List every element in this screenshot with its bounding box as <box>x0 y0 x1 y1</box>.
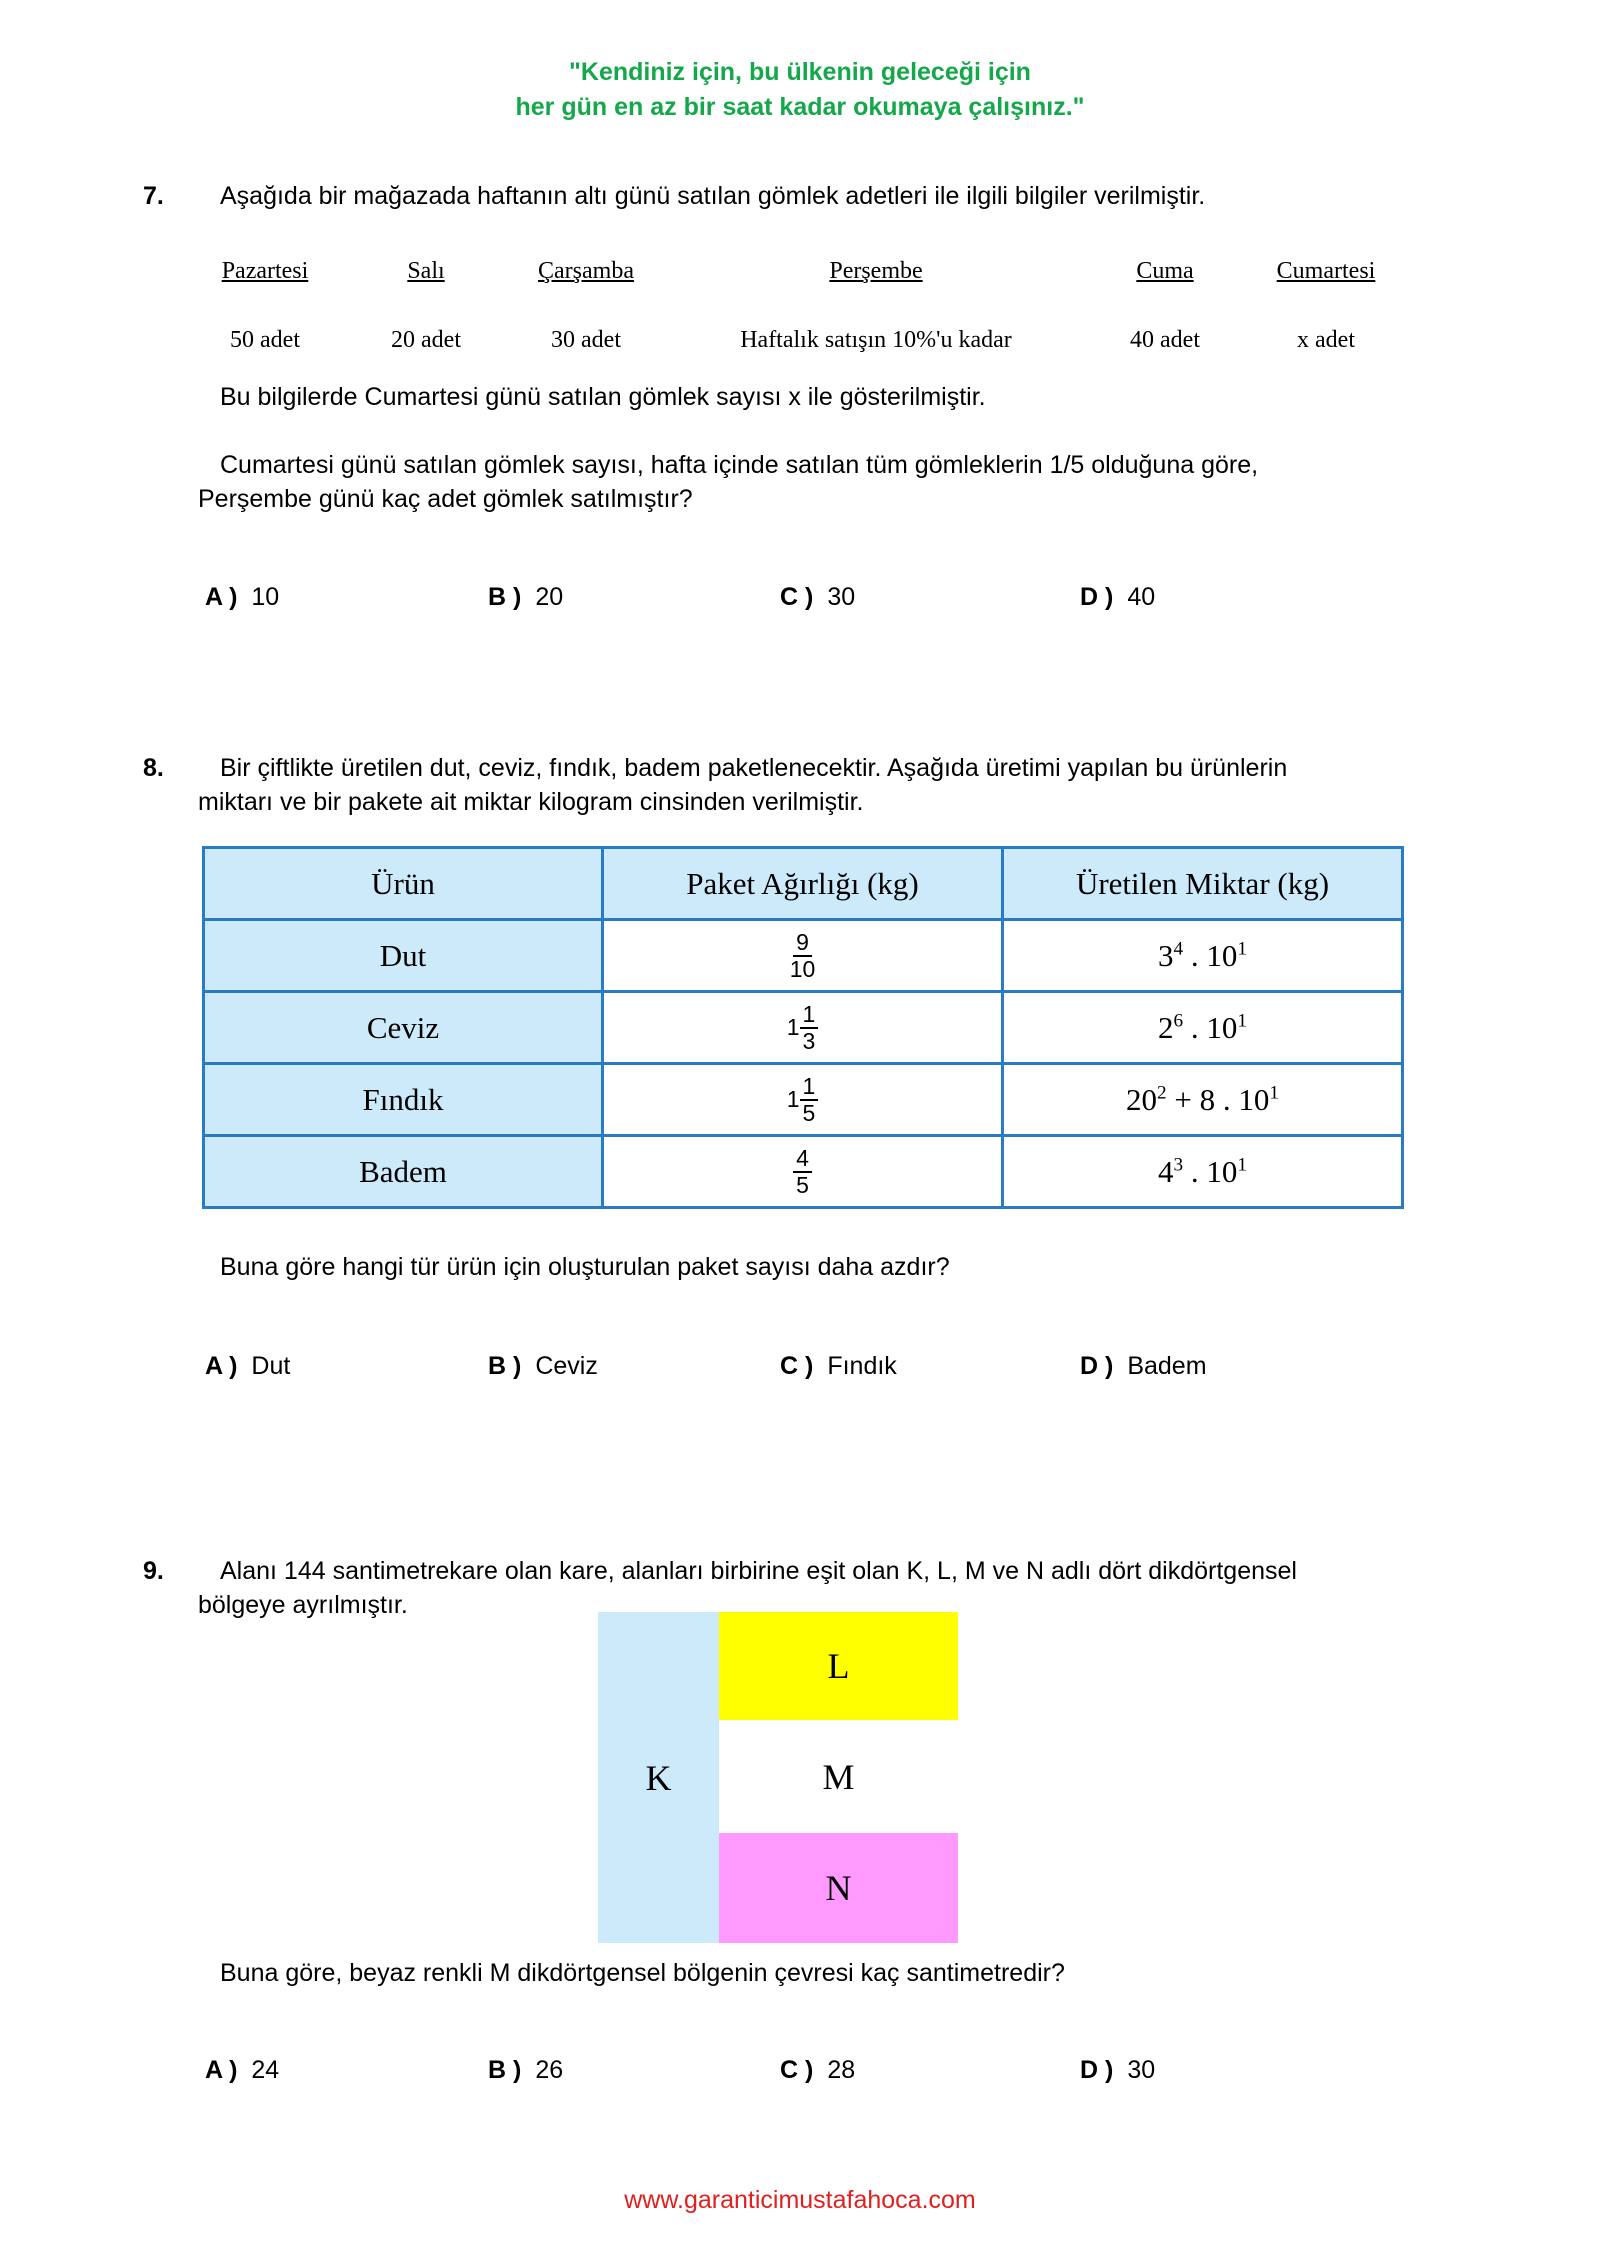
package-weight <box>603 992 1003 1064</box>
q7-amount: 40 adet <box>1130 327 1200 353</box>
option-letter: B ) <box>488 583 522 611</box>
q9-option-b[interactable] <box>488 2056 563 2085</box>
fraction <box>793 1146 812 1198</box>
question-7-number: 7. <box>143 182 164 210</box>
fraction-denominator: 10 <box>789 955 816 982</box>
produced-amount <box>1003 1064 1403 1136</box>
question-9-text-line1: Alanı 144 santimetrekare olan kare, alanları birbirine eşit olan K, L, M ve N adlı dört dikdörtgensel <box>220 1557 1297 1585</box>
option-value: Badem <box>1127 1352 1207 1380</box>
produced-amount <box>1003 920 1403 992</box>
q7-day: Çarşamba <box>538 258 634 284</box>
q7-question-line2: Perşembe günü kaç adet gömlek satılmıştır? <box>198 485 693 513</box>
header-quote-line1: "Kendiniz için, bu ülkenin geleceği için <box>569 58 1031 86</box>
fraction-denominator: 5 <box>796 1171 809 1198</box>
option-value: 30 <box>1127 2056 1156 2084</box>
q7-day: Perşembe <box>829 258 923 284</box>
fraction-numerator: 1 <box>800 1074 819 1101</box>
amount-base: 2 <box>1158 1009 1174 1045</box>
question-8-text-line2: miktarı ve bir pakete ait miktar kilogram cinsinden verilmiştir. <box>198 788 864 816</box>
option-letter: C ) <box>780 1352 814 1380</box>
option-value: 40 <box>1127 583 1156 611</box>
q9-option-c[interactable] <box>780 2056 855 2085</box>
option-value: Dut <box>251 1352 291 1380</box>
q7-note: Bu bilgilerde Cumartesi günü satılan gömlek sayısı x ile gösterilmiştir. <box>220 383 986 411</box>
amount-exponent: 1 <box>1237 1009 1247 1031</box>
footer-url[interactable]: www.garanticimustafahoca.com <box>624 2186 976 2214</box>
option-letter: A ) <box>205 583 238 611</box>
option-letter: C ) <box>780 583 814 611</box>
q7-amount: 30 adet <box>551 327 621 353</box>
q7-option-c[interactable] <box>780 583 855 612</box>
fraction-denominator: 5 <box>802 1099 816 1126</box>
amount-exponent: 3 <box>1173 1153 1184 1175</box>
amount-base: 3 <box>1158 937 1174 973</box>
q7-day: Pazartesi <box>221 258 309 284</box>
table-header-cell: Üretilen Miktar (kg) <box>1003 848 1403 920</box>
fraction <box>800 1002 819 1054</box>
q7-amount: 20 adet <box>391 327 461 353</box>
table-row <box>204 1064 1403 1136</box>
amount-middle: + 8 . 10 <box>1166 1081 1270 1117</box>
mixed-whole: 1 <box>786 1014 800 1040</box>
question-8-number: 8. <box>143 754 164 782</box>
amount-base: 4 <box>1158 1153 1174 1189</box>
option-value: 20 <box>535 583 564 611</box>
q8-option-a[interactable] <box>205 1352 290 1381</box>
table-header-cell: Ürün <box>204 848 603 920</box>
region-n: N <box>719 1833 958 1943</box>
amount-base: 20 <box>1126 1081 1158 1117</box>
q7-question-line1: Cumartesi günü satılan gömlek sayısı, hafta içinde satılan tüm gömleklerin 1/5 olduğuna göre, <box>220 451 1259 479</box>
table-row <box>204 1136 1403 1208</box>
q7-amount: 50 adet <box>230 327 300 353</box>
q7-day: Cumartesi <box>1276 258 1376 284</box>
table-header-row <box>204 848 1403 920</box>
region-m: M <box>719 1720 958 1833</box>
mixed-number <box>787 1002 819 1054</box>
option-letter: D ) <box>1080 1352 1114 1380</box>
fraction <box>800 1074 819 1126</box>
fraction-numerator: 4 <box>793 1146 812 1173</box>
product-name: Fındık <box>204 1064 603 1136</box>
option-value: 10 <box>251 583 280 611</box>
question-7-text: Aşağıda bir mağazada haftanın altı günü satılan gömlek adetleri ile ilgili bilgiler verilmiştir. <box>220 182 1206 210</box>
fraction <box>790 930 816 982</box>
header-quote-line2: her gün en az bir saat kadar okumaya çalışınız." <box>515 93 1085 121</box>
table-row <box>204 992 1403 1064</box>
amount-exponent: 6 <box>1173 1009 1184 1031</box>
product-name: Badem <box>204 1136 603 1208</box>
option-value: Ceviz <box>535 1352 598 1380</box>
fraction-denominator: 3 <box>802 1027 816 1054</box>
q9-option-a[interactable] <box>205 2056 279 2085</box>
option-value: 26 <box>535 2056 564 2084</box>
option-value: Fındık <box>827 1352 897 1380</box>
amount-exponent: 1 <box>1237 937 1247 959</box>
amount-exponent: 4 <box>1173 937 1184 959</box>
question-9-number: 9. <box>143 1557 164 1585</box>
amount-middle: . 10 <box>1183 937 1238 973</box>
amount-exponent: 1 <box>1237 1153 1247 1175</box>
mixed-number <box>787 1074 819 1126</box>
produced-amount <box>1003 1136 1403 1208</box>
q7-amount: Haftalık satışın 10%'u kadar <box>740 327 1012 353</box>
q7-day: Cuma <box>1136 258 1194 284</box>
q7-option-d[interactable] <box>1080 583 1155 612</box>
amount-exponent: 2 <box>1157 1081 1167 1103</box>
q7-option-b[interactable] <box>488 583 563 612</box>
region-k: K <box>598 1612 719 1943</box>
amount-middle: . 10 <box>1183 1153 1238 1189</box>
products-table <box>202 846 1404 1209</box>
q8-option-d[interactable] <box>1080 1352 1207 1381</box>
produced-amount <box>1003 992 1403 1064</box>
package-weight <box>603 920 1003 992</box>
q7-option-a[interactable] <box>205 583 279 612</box>
region-l: L <box>719 1612 958 1720</box>
option-letter: C ) <box>780 2056 814 2084</box>
amount-exponent: 1 <box>1269 1081 1279 1103</box>
option-letter: D ) <box>1080 583 1114 611</box>
q8-option-b[interactable] <box>488 1352 598 1381</box>
option-letter: D ) <box>1080 2056 1114 2084</box>
q9-option-d[interactable] <box>1080 2056 1155 2085</box>
option-value: 30 <box>827 583 856 611</box>
question-9-text-line2: bölgeye ayrılmıştır. <box>198 1591 408 1619</box>
option-value: 24 <box>251 2056 280 2084</box>
q8-option-c[interactable] <box>780 1352 897 1381</box>
question-8-text-line1: Bir çiftlikte üretilen dut, ceviz, fındık, badem paketlenecektir. Aşağıda üretimi yapılan bu ürünlerin <box>220 754 1288 782</box>
package-weight <box>603 1064 1003 1136</box>
option-value: 28 <box>827 2056 856 2084</box>
q7-amount: x adet <box>1297 327 1355 353</box>
product-name: Dut <box>204 920 603 992</box>
option-letter: B ) <box>488 1352 522 1380</box>
q7-day: Salı <box>407 258 445 284</box>
package-weight <box>603 1136 1003 1208</box>
fraction-numerator: 1 <box>800 1002 819 1029</box>
option-letter: B ) <box>488 2056 522 2084</box>
option-letter: A ) <box>205 2056 238 2084</box>
table-row <box>204 920 1403 992</box>
amount-middle: . 10 <box>1183 1009 1238 1045</box>
table-header-cell: Paket Ağırlığı (kg) <box>603 848 1003 920</box>
fraction-numerator: 9 <box>793 930 812 957</box>
product-name: Ceviz <box>204 992 603 1064</box>
mixed-whole: 1 <box>786 1086 800 1112</box>
option-letter: A ) <box>205 1352 238 1380</box>
q8-question: Buna göre hangi tür ürün için oluşturulan paket sayısı daha azdır? <box>220 1253 950 1281</box>
q9-question: Buna göre, beyaz renkli M dikdörtgensel bölgenin çevresi kaç santimetredir? <box>220 1959 1065 1987</box>
